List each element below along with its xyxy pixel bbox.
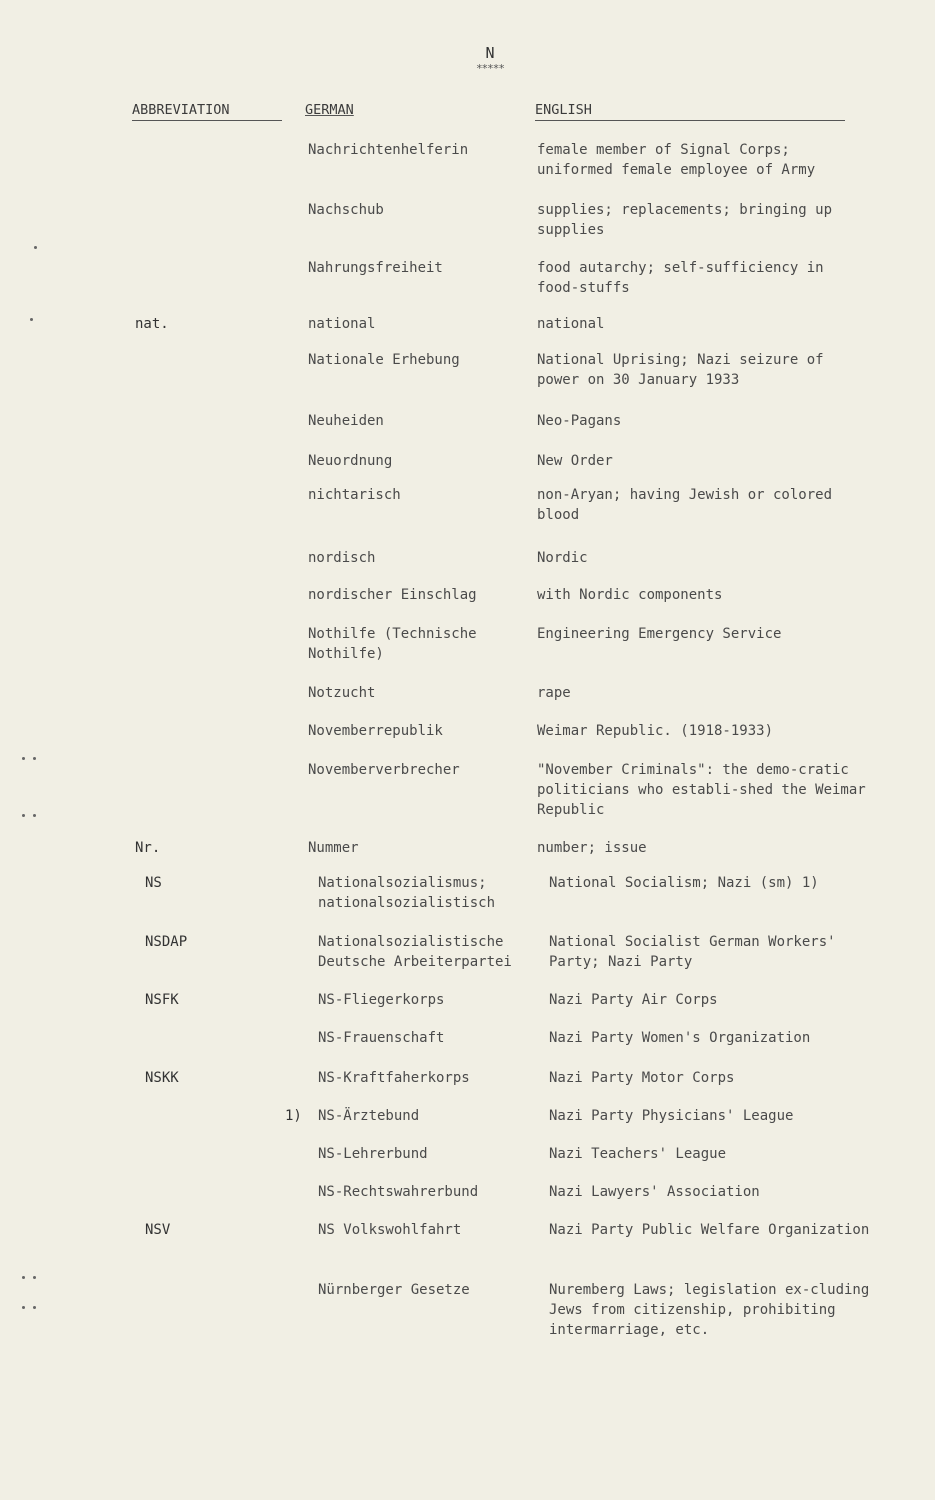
german-term-cell: nordisch (308, 550, 376, 566)
english-translation-cell: "November Criminals": the demo-cratic politicians who establi-shed the Weimar Republic (537, 762, 866, 818)
abbreviation-cell: NSFK (145, 992, 179, 1008)
german-term-cell: NS-Lehrerbund (318, 1146, 428, 1162)
english-translation-cell: food autarchy; self-sufficiency in food-stuffs (537, 260, 824, 296)
english-translation-cell: National Socialist German Workers' Party; Nazi Party (549, 934, 836, 970)
column-header-abbreviation: ABBREVIATION (132, 102, 282, 121)
german-term-cell: NS-Frauenschaft (318, 1030, 445, 1046)
english-translation-cell: national (537, 316, 605, 332)
abbreviation-cell: NSV (145, 1222, 171, 1238)
abbreviation-cell: nat. (135, 316, 169, 332)
column-header-english: ENGLISH (535, 102, 845, 121)
margin-mark (33, 757, 36, 760)
margin-mark (22, 757, 25, 760)
abbreviation-cell: NSKK (145, 1070, 179, 1086)
section-letter: N (485, 44, 495, 62)
english-translation-cell: Nazi Party Women's Organization (549, 1030, 811, 1046)
column-header-german (305, 102, 510, 120)
german-term-cell: NS-Rechtswahrerbund (318, 1184, 479, 1200)
abbreviation-cell: Nr. (135, 840, 161, 856)
margin-mark (22, 1276, 25, 1279)
english-translation-cell: female member of Signal Corps; uniformed female employee of Army (537, 142, 816, 178)
german-term-cell: Novemberverbrecher (308, 762, 460, 778)
german-term-cell: Nachschub (308, 202, 384, 218)
english-translation-cell: non-Aryan; having Jewish or colored blood (537, 487, 833, 523)
footnote-marker: 1) (285, 1108, 302, 1124)
german-term-cell: nordischer Einschlag (308, 587, 477, 603)
column-header-german-text: GERMAN (305, 102, 354, 118)
german-term-cell: Nationalsozialismus; nationalsozialistisch (318, 875, 496, 911)
english-translation-cell: Weimar Republic. (1918-1933) (537, 723, 774, 739)
english-translation-cell: Nazi Party Air Corps (549, 992, 718, 1008)
german-term-cell: Nahrungsfreiheit (308, 260, 443, 276)
english-translation-cell: National Socialism; Nazi (sm) 1) (549, 875, 819, 891)
english-translation-cell: National Uprising; Nazi seizure of power on 30 January 1933 (537, 352, 824, 388)
margin-mark (33, 814, 36, 817)
english-translation-cell: number; issue (537, 840, 647, 856)
margin-mark (22, 814, 25, 817)
margin-mark (22, 1306, 25, 1309)
german-term-cell: NS Volkswohlfahrt (318, 1222, 462, 1238)
margin-mark (34, 246, 37, 249)
german-term-cell: national (308, 316, 376, 332)
german-term-cell: Neuordnung (308, 453, 393, 469)
english-translation-cell: Neo-Pagans (537, 413, 622, 429)
margin-mark (30, 318, 33, 321)
english-translation-cell: rape (537, 685, 571, 701)
english-translation-cell: with Nordic components (537, 587, 723, 603)
german-term-cell: NS-Fliegerkorps (318, 992, 445, 1008)
abbreviation-cell: NS (145, 875, 162, 891)
margin-mark (33, 1276, 36, 1279)
section-divider-stars: ***** (475, 62, 505, 75)
english-translation-cell: Nuremberg Laws; legislation ex-cluding Jews from citizenship, prohibiting intermarriage, etc. (549, 1282, 870, 1338)
english-translation-cell: Nazi Teachers' League (549, 1146, 727, 1162)
english-translation-cell: Nazi Party Motor Corps (549, 1070, 735, 1086)
english-translation-cell: New Order (537, 453, 613, 469)
english-translation-cell: Nordic (537, 550, 588, 566)
german-term-cell: NS-Kraftfaherkorps (318, 1070, 470, 1086)
german-term-cell: Novemberrepublik (308, 723, 443, 739)
german-term-cell: Nationale Erhebung (308, 352, 460, 368)
english-translation-cell: Nazi Party Physicians' League (549, 1108, 794, 1124)
english-translation-cell: Engineering Emergency Service (537, 626, 782, 642)
german-term-cell: Nachrichtenhelferin (308, 142, 469, 158)
german-term-cell: Nummer (308, 840, 359, 856)
english-translation-cell: Nazi Lawyers' Association (549, 1184, 760, 1200)
german-term-cell: Nürnberger Gesetze (318, 1282, 470, 1298)
german-term-cell: Nationalsozialistische Deutsche Arbeiterpartei (318, 934, 512, 970)
german-term-cell: nichtarisch (308, 487, 401, 503)
english-translation-cell: supplies; replacements; bringing up supplies (537, 202, 833, 238)
german-term-cell: Nothilfe (Technische Nothilfe) (308, 626, 477, 662)
german-term-cell: Notzucht (308, 685, 376, 701)
abbreviation-cell: NSDAP (145, 934, 188, 950)
margin-mark (33, 1306, 36, 1309)
german-term-cell: NS-Ärztebund (318, 1108, 420, 1124)
english-translation-cell: Nazi Party Public Welfare Organization (549, 1222, 870, 1238)
german-term-cell: Neuheiden (308, 413, 384, 429)
